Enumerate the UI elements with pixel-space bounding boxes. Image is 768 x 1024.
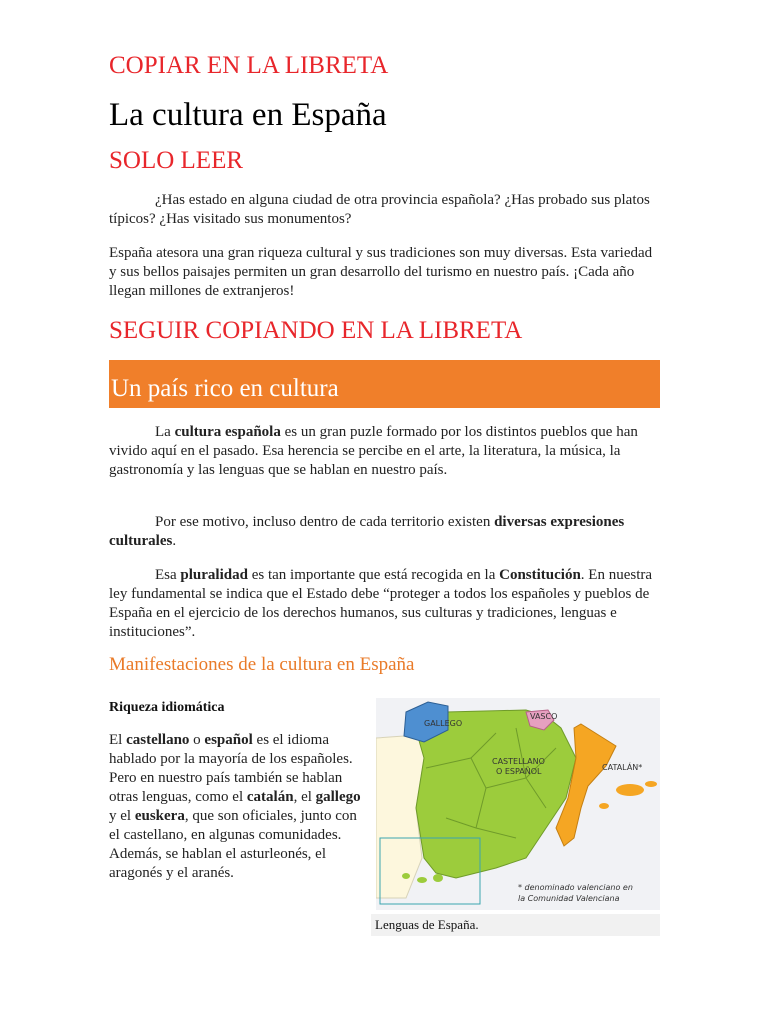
cultura-paragraph-2: Por ese motivo, incluso dentro de cada territorio existen diversas expresiones culturales.: [109, 514, 625, 549]
label-vasco: VASCO: [530, 712, 558, 721]
cultura-paragraph-1: La cultura española es un gran puzle formado por los distintos pueblos que han vivido aquí en el pasado. Esa herencia se percibe en el arte, la literatura, la música, la gastronomía y las lenguas que se hablan en nuestro país.: [109, 424, 638, 478]
label-castellano-2: O ESPAÑOL: [496, 767, 542, 776]
languages-map: [376, 698, 660, 910]
label-catalan: CATALÁN*: [602, 763, 643, 772]
seguir-heading: SEGUIR COPIANDO EN LA LIBRETA: [109, 317, 523, 344]
spain-map-svg: [376, 698, 660, 910]
map-caption-bar: [371, 914, 660, 936]
map-note-1: * denominado valenciano en: [518, 883, 633, 892]
copiar-heading: COPIAR EN LA LIBRETA: [109, 52, 389, 79]
term-diversas-expresiones: diversas expresiones culturales: [109, 514, 625, 549]
solo-leer-heading: SOLO LEER: [109, 147, 244, 174]
section-band: [109, 360, 660, 408]
page-title: La cultura en España: [109, 97, 387, 133]
mallorca-island: [616, 784, 644, 796]
idiomas-paragraph: El castellano o español es el idioma hablado por la mayoría de los españoles. Pero en nuestro país también se hablan otras lenguas, como el catalán, el gallego y el euskera, que son oficiales, junto con el castellano, en algunas comunidades. Además, se hablan el asturleonés, el aragonés y el aranés.: [109, 732, 361, 881]
intro-paragraph-1: ¿Has estado en alguna ciudad de otra provincia española? ¿Has probado sus platos típicos? ¿Has visitado sus monumentos?: [109, 192, 650, 227]
term-constitucion: Constitución: [499, 567, 581, 583]
ibiza-island: [599, 803, 609, 809]
map-caption: Lenguas de España.: [375, 917, 479, 932]
term-cultura-espanola: cultura española: [174, 424, 281, 440]
castellano-region: [416, 710, 576, 878]
label-gallego: GALLEGO: [424, 719, 463, 728]
intro-paragraph-2: España atesora una gran riqueza cultural y sus tradiciones son muy diversas. Esta variedad y sus bellos paisajes permiten un gran desarrollo del turismo en nuestro país. ¡Cada año llegan millones de extranjeros!: [109, 245, 653, 299]
map-note-2: la Comunidad Valenciana: [518, 894, 620, 903]
cultura-paragraph-3: Esa pluralidad es tan importante que está recogida en la Constitución. En nuestra ley fundamental se indica que el Estado debe “proteger a todos los españoles y pueblos de España en el ejercicio de los derechos humanos, sus culturas y tradiciones, lenguas e instituciones”.: [109, 567, 653, 640]
term-pluralidad: pluralidad: [180, 567, 248, 583]
manifestaciones-heading: Manifestaciones de la cultura en España: [109, 654, 415, 675]
riqueza-heading: Riqueza idiomática: [109, 700, 225, 715]
menorca-island: [645, 781, 657, 787]
section-band-title: Un país rico en cultura: [111, 375, 339, 402]
label-castellano-1: CASTELLANO: [492, 757, 545, 766]
